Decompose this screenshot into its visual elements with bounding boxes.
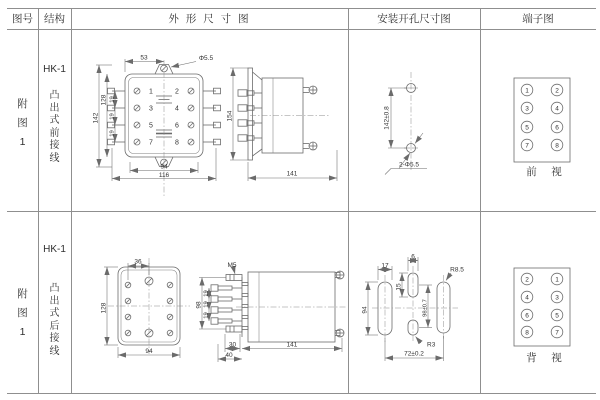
dim-72-tol: 72±0.2 — [404, 350, 424, 358]
header-figure-no: 图号 — [12, 13, 33, 25]
col-divider-4 — [480, 8, 481, 393]
terminal-number: 6 — [175, 122, 179, 130]
row2-figure-char: 附 — [17, 288, 28, 300]
dim-142: 142 — [92, 112, 100, 124]
row-divider — [7, 211, 596, 212]
front-flange — [248, 68, 253, 160]
terminal-number: 7 — [525, 142, 529, 150]
row2-structure-char: 凸 — [49, 283, 60, 294]
row1-structure-char: 线 — [49, 152, 60, 164]
dim-141: 141 — [286, 170, 298, 178]
terminal-number: 4 — [525, 294, 529, 302]
terminal-number: 8 — [175, 139, 179, 147]
row1-figure-char: 图 — [17, 117, 28, 129]
row1-terminal-diagram — [506, 74, 584, 174]
mounting-stud — [335, 271, 344, 337]
row2-view-label: 背 视 — [526, 352, 564, 364]
terminal-number: 8 — [525, 329, 529, 337]
terminal-number: 2 — [175, 88, 179, 96]
terminal-block-outline — [514, 78, 570, 162]
terminal-number: 4 — [555, 105, 559, 113]
terminal-screw — [211, 285, 242, 324]
dim-19: 19 — [203, 312, 210, 319]
row1-side-view-drawing — [226, 56, 344, 196]
header-structure: 结构 — [44, 13, 65, 25]
dim-98: 98 — [195, 301, 203, 309]
dim-phi5-5: Φ5.5 — [198, 55, 214, 62]
row1-front-view-drawing — [92, 52, 232, 202]
dim-98-tol: 98±0.7 — [422, 299, 429, 317]
header-terminal: 端子图 — [522, 13, 554, 25]
row2-model: HK-1 — [43, 244, 66, 255]
terminal-number: 2 — [555, 87, 559, 95]
row1-structure-char: 接 — [49, 140, 60, 151]
row1-figure-char: 附 — [17, 98, 28, 110]
row2-figure-label — [7, 285, 38, 342]
row2-structure-char: 接 — [49, 333, 60, 344]
terminal-number: 3 — [525, 105, 529, 113]
terminal-number: 3 — [149, 105, 153, 113]
dim-30: 30 — [228, 341, 237, 349]
row2-side-view-drawing — [196, 236, 348, 368]
terminal-number: 5 — [149, 122, 153, 130]
header-outline: 外 形 尺 寸 图 — [168, 13, 251, 25]
dim-154: 154 — [226, 110, 234, 122]
row1-structure-char: 出 — [49, 102, 60, 114]
terminal-number: 4 — [175, 105, 179, 113]
row1-model: HK-1 — [43, 64, 66, 75]
terminal-comb — [242, 283, 248, 330]
dim-36: 36 — [134, 258, 142, 266]
row2-structure-char: 线 — [49, 345, 60, 357]
row1-figure-char: 1 — [19, 136, 26, 148]
terminal-block-outline — [514, 268, 570, 346]
col-divider-3 — [348, 8, 349, 393]
dim-40: 40 — [225, 352, 233, 359]
dim-15: 15 — [395, 283, 403, 291]
row2-figure-char: 图 — [17, 307, 28, 319]
row2-figure-char: 1 — [19, 326, 26, 338]
terminal-number: 1 — [555, 276, 559, 284]
label-m5: M5 — [227, 262, 237, 269]
terminal-number: 3 — [555, 294, 559, 302]
dim-142-tol: 142±0.8 — [383, 106, 391, 130]
row2-structure-label — [38, 283, 71, 358]
table-border-bottom — [7, 393, 596, 394]
row1-structure-label — [38, 90, 71, 165]
row1-figure-label — [7, 95, 38, 152]
dim-19: 19 — [109, 113, 116, 120]
row1-structure-char: 式 — [49, 115, 60, 126]
label-r3: R3 — [427, 341, 436, 349]
terminal-number: 1 — [525, 87, 529, 95]
dim-6: 6 — [411, 253, 415, 261]
dim-53: 53 — [140, 54, 148, 62]
terminal-number: 7 — [149, 139, 153, 147]
row1-view-label: 前 视 — [526, 166, 564, 178]
row2-structure-char: 式 — [49, 308, 60, 319]
terminal-number: 8 — [555, 142, 559, 150]
hole-callout-2-phi5-5: 2-Φ5.5 — [398, 161, 420, 169]
table-border-top — [7, 8, 596, 9]
terminal-number: 6 — [525, 312, 529, 320]
terminal-number: 1 — [149, 88, 153, 96]
row2-mounting-slots-drawing — [358, 242, 470, 368]
header-divider — [7, 29, 596, 30]
dim-141: 141 — [286, 341, 298, 349]
dim-17: 17 — [381, 262, 389, 270]
row1-structure-char: 前 — [49, 127, 60, 139]
dim-128: 128 — [100, 302, 108, 314]
dim-19: 19 — [109, 96, 116, 103]
row2-terminal-diagram — [506, 264, 584, 360]
dim-19: 19 — [203, 290, 210, 297]
terminal-number: 7 — [555, 329, 559, 337]
row1-mounting-holes-drawing — [365, 58, 465, 198]
row2-structure-char: 后 — [49, 320, 60, 332]
col-divider-2 — [71, 8, 72, 393]
dim-94: 94 — [160, 163, 168, 171]
row1-structure-char: 凸 — [49, 90, 60, 101]
dim-128: 128 — [100, 94, 108, 106]
dim-116: 116 — [158, 171, 170, 179]
mounting-stud — [303, 86, 317, 150]
row2-structure-char: 出 — [49, 295, 60, 307]
terminal-number: 2 — [525, 276, 529, 284]
header-mounting: 安装开孔尺寸图 — [377, 13, 451, 25]
label-r8-5: R8.5 — [450, 266, 464, 274]
dim-94: 94 — [145, 348, 153, 355]
dim-19: 19 — [203, 301, 210, 308]
terminal-number: 6 — [555, 124, 559, 132]
dim-94: 94 — [361, 306, 369, 314]
terminal-number: 5 — [525, 124, 529, 132]
terminal-number: 5 — [555, 312, 559, 320]
dim-19: 19 — [109, 130, 116, 137]
